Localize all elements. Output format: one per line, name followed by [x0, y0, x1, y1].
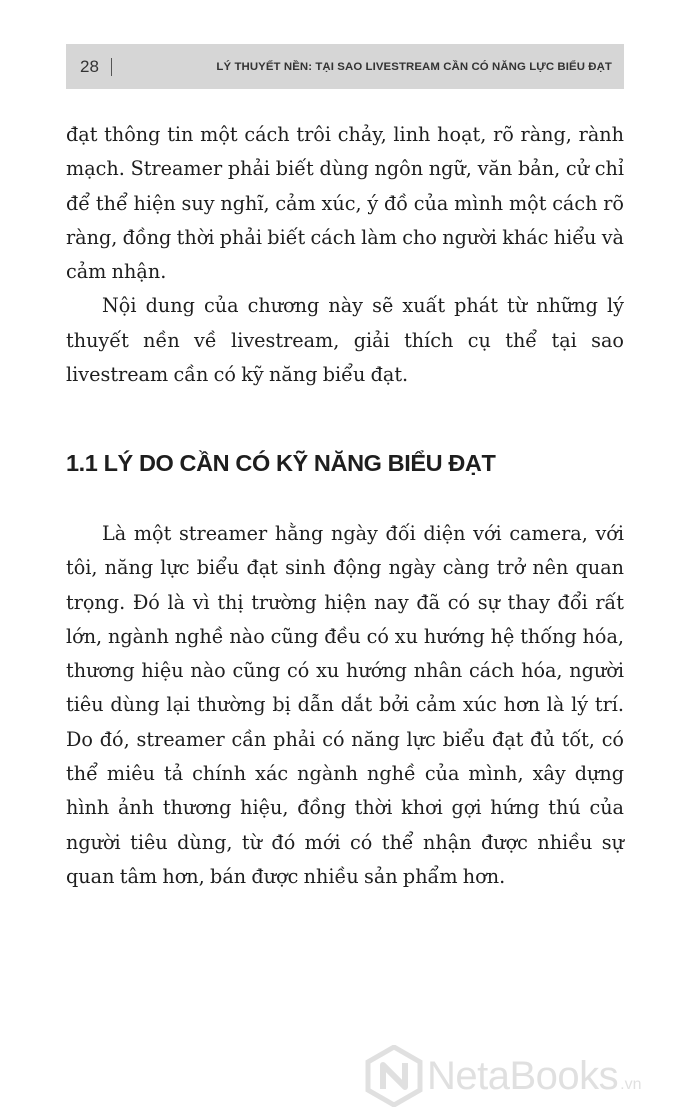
paragraph-chapter-intro: Nội dung của chương này sẽ xuất phát từ những lý thuyết nền về livestream, giải thích cụ thể tại sao livestream cần có kỹ năng biểu đạt. — [66, 294, 624, 387]
watermark-brand: NetaBooks — [427, 1053, 619, 1098]
page-number-text: 28 — [80, 56, 99, 76]
running-header — [66, 44, 624, 89]
netabooks-logo-icon — [365, 1045, 423, 1107]
body-text-section — [66, 517, 624, 894]
watermark — [365, 1045, 642, 1107]
watermark-suffix: .vn — [620, 1076, 642, 1093]
paragraph-section: Là một streamer hằng ngày đối diện với camera, với tôi, năng lực biểu đạt sinh động ngày càng trở nên quan trọng. Đó là vì thị trường hiện nay đã có sự thay đổi rất lớn, ngành nghề nào cũng đều có xu hướng hệ thống hóa, thương hiệu nào cũng có xu hướng nhân cách hóa, người tiêu dùng lại thường bị dẫn dắt bởi cảm xúc hơn là lý trí. Do đó, streamer cần phải có năng lực biểu đạt đủ tốt, có thể miêu tả chính xác ngành nghề của mình, xây dựng hình ảnh thương hiệu, đồng thời khơi gợi hứng thú của người tiêu dùng, từ đó mới có thể nhận được nhiều sự quan tâm hơn, bán được nhiều sản phẩm hơn. — [66, 522, 624, 888]
section-heading: 1.1 LÝ DO CẦN CÓ KỸ NĂNG BIỂU ĐẠT — [66, 450, 496, 476]
page-number — [80, 57, 112, 77]
paragraph-continuation: đạt thông tin một cách trôi chảy, linh hoạt, rõ ràng, rành mạch. Streamer phải biết dùng ngôn ngữ, văn bản, cử chỉ để thể hiện suy nghĩ, cảm xúc, ý đồ của mình một cách rõ ràng, đồng thời phải biết cách làm cho người khác hiểu và cảm nhận. — [66, 123, 624, 284]
body-text-top — [66, 118, 624, 392]
header-divider — [111, 58, 112, 76]
running-title: LÝ THUYẾT NỀN: TẠI SAO LIVESTREAM CẦN CÓ NĂNG LỰC BIỂU ĐẠT — [216, 60, 612, 73]
